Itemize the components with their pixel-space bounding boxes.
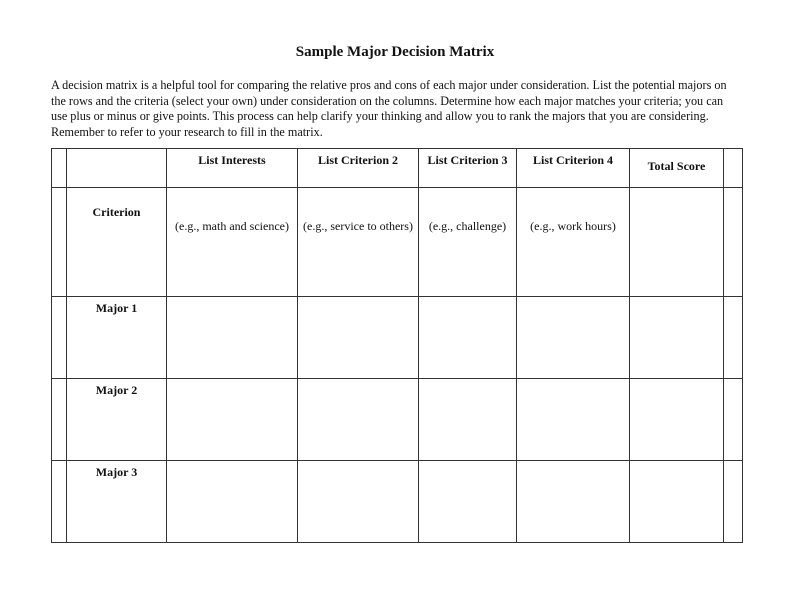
- criterion-example-interests[interactable]: (e.g., math and science): [167, 188, 298, 297]
- criterion-example-3[interactable]: (e.g., challenge): [419, 188, 517, 297]
- cell-major-3-criterion-2[interactable]: [298, 461, 419, 543]
- margin-cell-left: [52, 149, 67, 188]
- row-label-major-3: Major 3: [67, 461, 167, 543]
- table-row: [52, 379, 743, 461]
- margin-cell-right: [724, 188, 743, 297]
- column-header-interests: List Interests: [167, 149, 298, 188]
- cell-major-3-total-score[interactable]: [630, 461, 724, 543]
- cell-major-3-criterion-4[interactable]: [517, 461, 630, 543]
- cell-major-1-total-score[interactable]: [630, 297, 724, 379]
- cell-major-3-interests[interactable]: [167, 461, 298, 543]
- cell-major-2-total-score[interactable]: [630, 379, 724, 461]
- table-row: [52, 461, 743, 543]
- cell-major-2-criterion-2[interactable]: [298, 379, 419, 461]
- criterion-row: [52, 188, 743, 297]
- margin-cell-left: [52, 297, 67, 379]
- cell-major-1-criterion-3[interactable]: [419, 297, 517, 379]
- intro-paragraph: A decision matrix is a helpful tool for comparing the relative pros and cons of each major under consideration. List the potential majors on the rows and the criteria (select your own) under consideration on the columns. Determine how each major matches your criteria; you can use plus or minus or give points. This process can help clarify your thinking and allow you to rank the majors that you are considering. Remember to refer to your research to fill in the matrix.: [51, 78, 727, 139]
- margin-cell-left: [52, 461, 67, 543]
- margin-cell-left: [52, 379, 67, 461]
- margin-cell-right: [724, 149, 743, 188]
- table-row: [52, 297, 743, 379]
- row-label-major-2: Major 2: [67, 379, 167, 461]
- decision-matrix-table: [51, 148, 743, 543]
- row-label-major-1: Major 1: [67, 297, 167, 379]
- cell-major-1-interests[interactable]: [167, 297, 298, 379]
- column-header-criterion-3: List Criterion 3: [419, 149, 517, 188]
- margin-cell-right: [724, 461, 743, 543]
- margin-cell-right: [724, 379, 743, 461]
- margin-cell-right: [724, 297, 743, 379]
- corner-cell: [67, 149, 167, 188]
- column-header-total-score: Total Score: [630, 149, 724, 188]
- column-header-criterion-4: List Criterion 4: [517, 149, 630, 188]
- margin-cell-left: [52, 188, 67, 297]
- cell-major-2-criterion-3[interactable]: [419, 379, 517, 461]
- page-title: Sample Major Decision Matrix: [295, 44, 495, 60]
- criterion-example-2[interactable]: (e.g., service to others): [298, 188, 419, 297]
- cell-major-1-criterion-2[interactable]: [298, 297, 419, 379]
- cell-major-1-criterion-4[interactable]: [517, 297, 630, 379]
- cell-major-2-interests[interactable]: [167, 379, 298, 461]
- criterion-example-4[interactable]: (e.g., work hours): [517, 188, 630, 297]
- criterion-total-cell[interactable]: [630, 188, 724, 297]
- cell-major-3-criterion-3[interactable]: [419, 461, 517, 543]
- header-row: [52, 149, 743, 188]
- row-label-criterion: Criterion: [67, 188, 167, 297]
- cell-major-2-criterion-4[interactable]: [517, 379, 630, 461]
- column-header-criterion-2: List Criterion 2: [298, 149, 419, 188]
